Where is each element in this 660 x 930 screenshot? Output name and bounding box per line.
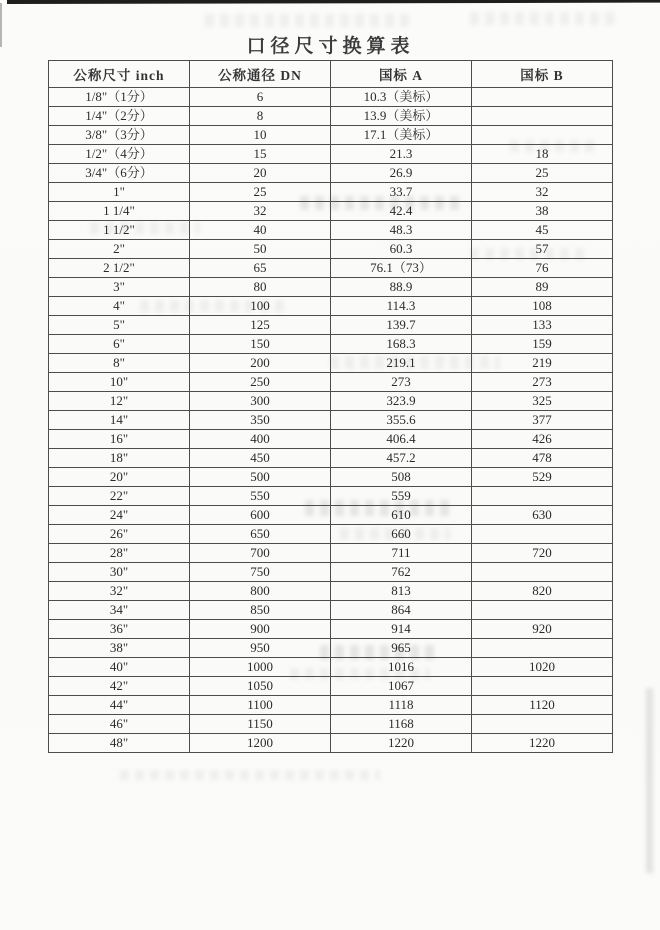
table-cell: 28" — [49, 544, 190, 563]
table-cell: 6" — [49, 335, 190, 354]
table-cell: 168.3 — [331, 335, 472, 354]
table-cell: 40 — [190, 221, 331, 240]
table-cell: 1/4"（2分） — [49, 107, 190, 126]
scan-edge-top — [7, 0, 660, 4]
table-row — [49, 316, 613, 335]
table-cell: 1220 — [331, 734, 472, 753]
table-row — [49, 278, 613, 297]
table-cell: 550 — [190, 487, 331, 506]
conversion-table — [48, 60, 613, 753]
scan-edge-left — [0, 3, 2, 47]
table-cell: 864 — [331, 601, 472, 620]
table-cell: 25 — [190, 183, 331, 202]
table-cell: 16" — [49, 430, 190, 449]
table-cell: 17.1（美标） — [331, 126, 472, 145]
table-row — [49, 639, 613, 658]
table-cell: 50 — [190, 240, 331, 259]
table-cell — [472, 715, 613, 734]
table-row — [49, 449, 613, 468]
table-cell: 1067 — [331, 677, 472, 696]
table-cell: 920 — [472, 620, 613, 639]
table-cell: 8 — [190, 107, 331, 126]
table-row — [49, 183, 613, 202]
table-cell: 32" — [49, 582, 190, 601]
table-row — [49, 715, 613, 734]
table-cell: 450 — [190, 449, 331, 468]
table-cell: 1" — [49, 183, 190, 202]
table-cell: 323.9 — [331, 392, 472, 411]
table-cell — [472, 677, 613, 696]
table-row — [49, 468, 613, 487]
table-cell: 325 — [472, 392, 613, 411]
table-cell: 219 — [472, 354, 613, 373]
table-cell: 57 — [472, 240, 613, 259]
table-cell: 48" — [49, 734, 190, 753]
table-cell: 950 — [190, 639, 331, 658]
table-row — [49, 221, 613, 240]
table-cell: 32 — [472, 183, 613, 202]
table-row — [49, 677, 613, 696]
table-cell: 125 — [190, 316, 331, 335]
table-cell: 25 — [472, 164, 613, 183]
table-cell: 150 — [190, 335, 331, 354]
table-cell: 2 1/2" — [49, 259, 190, 278]
table-cell: 1150 — [190, 715, 331, 734]
table-cell: 457.2 — [331, 449, 472, 468]
table-cell: 65 — [190, 259, 331, 278]
table-cell: 100 — [190, 297, 331, 316]
table-row — [49, 563, 613, 582]
table-cell: 1100 — [190, 696, 331, 715]
table-cell: 219.1 — [331, 354, 472, 373]
table-cell: 2" — [49, 240, 190, 259]
table-row — [49, 411, 613, 430]
table-row — [49, 354, 613, 373]
table-cell: 108 — [472, 297, 613, 316]
table-cell: 200 — [190, 354, 331, 373]
table-cell: 159 — [472, 335, 613, 354]
table-cell: 60.3 — [331, 240, 472, 259]
table-cell: 914 — [331, 620, 472, 639]
table-cell: 38 — [472, 202, 613, 221]
table-cell: 32 — [190, 202, 331, 221]
table-cell: 820 — [472, 582, 613, 601]
table-row — [49, 734, 613, 753]
table-row — [49, 487, 613, 506]
bleed-through-smudge — [470, 12, 615, 25]
table-cell: 13.9（美标） — [331, 107, 472, 126]
table-cell: 30" — [49, 563, 190, 582]
table-cell: 711 — [331, 544, 472, 563]
table-cell: 40" — [49, 658, 190, 677]
table-cell: 250 — [190, 373, 331, 392]
table-cell — [472, 487, 613, 506]
table-row — [49, 430, 613, 449]
table-cell: 20" — [49, 468, 190, 487]
table-row — [49, 696, 613, 715]
table-cell: 44" — [49, 696, 190, 715]
table-row — [49, 164, 613, 183]
table-row — [49, 373, 613, 392]
table-cell: 89 — [472, 278, 613, 297]
table-cell — [472, 88, 613, 107]
table-row — [49, 658, 613, 677]
table-cell: 1200 — [190, 734, 331, 753]
table-cell: 26.9 — [331, 164, 472, 183]
table-cell: 42" — [49, 677, 190, 696]
table-cell: 1118 — [331, 696, 472, 715]
table-cell: 76.1（73） — [331, 259, 472, 278]
table-cell: 762 — [331, 563, 472, 582]
table-cell: 900 — [190, 620, 331, 639]
table-cell — [472, 107, 613, 126]
table-cell: 350 — [190, 411, 331, 430]
table-row — [49, 335, 613, 354]
table-cell: 21.3 — [331, 145, 472, 164]
table-cell — [472, 126, 613, 145]
table-cell: 38" — [49, 639, 190, 658]
table-cell: 139.7 — [331, 316, 472, 335]
table-cell: 750 — [190, 563, 331, 582]
scan-streak-right — [646, 688, 653, 873]
table-cell: 24" — [49, 506, 190, 525]
table-cell: 15 — [190, 145, 331, 164]
table-cell: 273 — [472, 373, 613, 392]
table-cell: 650 — [190, 525, 331, 544]
table-cell: 478 — [472, 449, 613, 468]
table-cell: 508 — [331, 468, 472, 487]
table-cell: 965 — [331, 639, 472, 658]
table-cell: 1/8"（1分） — [49, 88, 190, 107]
table-cell: 1 1/4" — [49, 202, 190, 221]
table-row — [49, 88, 613, 107]
table-cell: 660 — [331, 525, 472, 544]
table-cell: 42.4 — [331, 202, 472, 221]
table-row — [49, 107, 613, 126]
table-cell: 1220 — [472, 734, 613, 753]
table-cell: 26" — [49, 525, 190, 544]
table-cell: 377 — [472, 411, 613, 430]
table-cell: 1 1/2" — [49, 221, 190, 240]
table-cell: 36" — [49, 620, 190, 639]
table-cell: 45 — [472, 221, 613, 240]
page-title: 口径尺寸换算表 — [246, 36, 415, 57]
table-cell: 800 — [190, 582, 331, 601]
column-header-nominal-diameter-dn: 公称通径 DN — [190, 61, 331, 88]
table-cell: 133 — [472, 316, 613, 335]
column-header-national-standard-b: 国标 B — [472, 61, 613, 88]
table-cell: 1000 — [190, 658, 331, 677]
table-cell: 14" — [49, 411, 190, 430]
bleed-through-smudge — [120, 770, 380, 780]
table-cell: 10 — [190, 126, 331, 145]
table-header — [49, 61, 613, 88]
table-cell — [472, 563, 613, 582]
table-row — [49, 259, 613, 278]
table-cell: 600 — [190, 506, 331, 525]
table-row — [49, 297, 613, 316]
table-row — [49, 525, 613, 544]
table-cell: 34" — [49, 601, 190, 620]
table-cell: 400 — [190, 430, 331, 449]
table-cell: 76 — [472, 259, 613, 278]
table-body — [49, 88, 613, 753]
table-cell: 5" — [49, 316, 190, 335]
table-cell: 3/4"（6分） — [49, 164, 190, 183]
table-cell — [472, 601, 613, 620]
table-cell: 6 — [190, 88, 331, 107]
column-header-nominal-size-inch: 公称尺寸 inch — [49, 61, 190, 88]
table-row — [49, 544, 613, 563]
table-cell: 88.9 — [331, 278, 472, 297]
table-cell: 12" — [49, 392, 190, 411]
table-cell: 3/8"（3分） — [49, 126, 190, 145]
table-cell: 46" — [49, 715, 190, 734]
table-cell: 3" — [49, 278, 190, 297]
table-cell: 1050 — [190, 677, 331, 696]
table-cell: 273 — [331, 373, 472, 392]
table-cell: 630 — [472, 506, 613, 525]
table-row — [49, 582, 613, 601]
table-cell: 10.3（美标） — [331, 88, 472, 107]
table-cell: 1/2"（4分） — [49, 145, 190, 164]
table-cell: 559 — [331, 487, 472, 506]
table-row — [49, 392, 613, 411]
table-row — [49, 601, 613, 620]
table-cell: 355.6 — [331, 411, 472, 430]
table-cell: 406.4 — [331, 430, 472, 449]
table-row — [49, 145, 613, 164]
table-cell: 500 — [190, 468, 331, 487]
table-row — [49, 240, 613, 259]
table-cell: 20 — [190, 164, 331, 183]
table-cell: 18" — [49, 449, 190, 468]
table-cell: 700 — [190, 544, 331, 563]
table-cell: 22" — [49, 487, 190, 506]
table-cell: 300 — [190, 392, 331, 411]
table-row — [49, 506, 613, 525]
table-cell — [472, 525, 613, 544]
table-cell: 1016 — [331, 658, 472, 677]
table-cell: 48.3 — [331, 221, 472, 240]
table-cell: 529 — [472, 468, 613, 487]
table-cell: 1168 — [331, 715, 472, 734]
table-row — [49, 202, 613, 221]
table-row — [49, 620, 613, 639]
table-cell: 4" — [49, 297, 190, 316]
table-cell: 8" — [49, 354, 190, 373]
table-cell: 1120 — [472, 696, 613, 715]
table-cell: 720 — [472, 544, 613, 563]
table-cell: 610 — [331, 506, 472, 525]
bleed-through-smudge — [205, 14, 410, 27]
table-row — [49, 126, 613, 145]
table-cell: 10" — [49, 373, 190, 392]
column-header-national-standard-a: 国标 A — [331, 61, 472, 88]
table-cell: 114.3 — [331, 297, 472, 316]
table-header-row — [49, 61, 613, 88]
table-cell: 80 — [190, 278, 331, 297]
table-cell: 18 — [472, 145, 613, 164]
table-cell: 1020 — [472, 658, 613, 677]
table-cell: 426 — [472, 430, 613, 449]
table-cell — [472, 639, 613, 658]
table-cell: 33.7 — [331, 183, 472, 202]
table-cell: 813 — [331, 582, 472, 601]
table-cell: 850 — [190, 601, 331, 620]
